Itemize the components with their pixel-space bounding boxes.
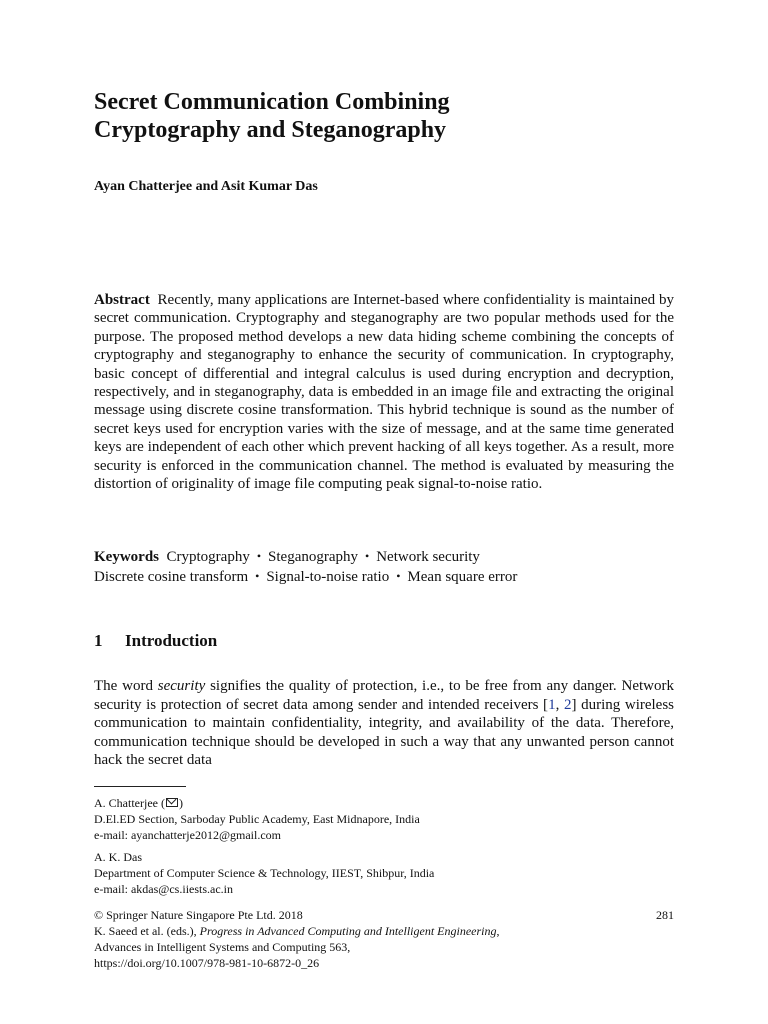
keywords-line-1 — [94, 547, 674, 567]
publication-info — [94, 907, 674, 971]
editors: K. Saeed et al. (eds.), — [94, 924, 200, 938]
abstract-label: Abstract — [94, 292, 150, 308]
paper-title — [94, 88, 694, 144]
keyword: Discrete cosine transform — [94, 568, 249, 585]
bullet-separator: • — [396, 568, 401, 583]
footnote-divider — [94, 786, 186, 787]
intro-text: ] during wireless communication to maintain confidentiality, integrity, and availability of the data. Therefore, communication technique should be developed in such a way that any unwanted person cannot hack the secret data — [94, 696, 675, 768]
copyright: © Springer Nature Singapore Pte Ltd. 2018 — [94, 908, 303, 922]
book-title: Progress in Advanced Computing and Intelligent Engineering — [199, 924, 497, 938]
title-line-2: Cryptography and Steganography — [94, 117, 447, 143]
abstract-text: Recently, many applications are Internet-based where confidentiality is maintained by secret communication. Cryptography and steganography are two popular methods used for the purpose. The proposed method develops a new data hiding scheme combining the concepts of cryptography and steganography to enhance the security of communication. In cryptography, basic concept of differential and integral calculus is used during encryption and decryption, respectively, and in steganography, data is embedded in an image file and extracting the original message using discrete cosine transformation. This hybrid technique is sound as the number of secret keys used for encryption varies with the size of message, and at the same time generated keys are independent of each other which prevent hacking of all keys together. As a result, more security is enforced in the communication channel. The method is evaluated by measuring the distortion of originality of image file computing peak signal-to-noise ratio. — [94, 292, 675, 493]
affiliation-name: A. Chatterjee — [94, 796, 158, 810]
intro-text: signifies the quality of protection, i.e., to be free from any danger. Network security is protection of secret data among sender and intended receivers [ — [94, 678, 674, 713]
intro-text: The word — [94, 678, 158, 694]
doi-link[interactable]: https://doi.org/10.1007/978-981-10-6872-0_26 — [94, 956, 320, 970]
page-number: 281 — [656, 908, 674, 922]
series: Advances in Intelligent Systems and Computing 563, — [94, 940, 351, 954]
citation-separator: , — [555, 696, 564, 713]
author-list: Ayan Chatterjee and Asit Kumar Das — [94, 179, 318, 194]
keyword: Mean square error — [407, 568, 518, 585]
affiliation-dept: Department of Computer Science & Technology, IIEST, Shibpur, India — [94, 866, 435, 880]
bullet-separator: • — [365, 549, 370, 563]
title-line-1: Secret Communication Combining — [94, 89, 450, 115]
intro-emphasis: security — [157, 678, 206, 694]
affiliation-email: e-mail: ayanchatterje2012@gmail.com — [94, 828, 281, 842]
section-title: Introduction — [125, 631, 218, 650]
affiliation-1: A. Chatterjee ( ) D.El.ED Section, Sarboday Public Academy, East Midnapore, India e-mail: ayanchatterje2012@gmail.com — [94, 796, 420, 842]
keyword: Network security — [376, 549, 480, 565]
keywords — [94, 547, 674, 586]
section-heading — [94, 631, 217, 651]
affiliation-email: e-mail: akdas@cs.iiests.ac.in — [94, 882, 234, 896]
book-title-end: , — [496, 924, 500, 938]
bullet-separator: • — [256, 549, 262, 563]
citation-link-1[interactable]: 1 — [548, 696, 556, 713]
abstract — [94, 291, 674, 493]
envelope-icon — [166, 798, 178, 807]
keywords-line-2 — [94, 567, 674, 587]
keyword: Steganography — [268, 549, 359, 565]
section-number: 1 — [94, 631, 103, 650]
keywords-label: Keywords — [94, 549, 159, 565]
citation-link-2[interactable]: 2 — [563, 696, 572, 713]
bullet-separator: • — [255, 568, 260, 583]
keyword: Signal-to-noise ratio — [266, 568, 390, 585]
affiliation-name: A. K. Das — [94, 850, 142, 864]
introduction-paragraph — [94, 677, 674, 770]
affiliation-dept: D.El.ED Section, Sarboday Public Academy, East Midnapore, India — [94, 812, 420, 826]
affiliation-2 — [94, 849, 674, 897]
keyword: Cryptography — [166, 549, 250, 565]
